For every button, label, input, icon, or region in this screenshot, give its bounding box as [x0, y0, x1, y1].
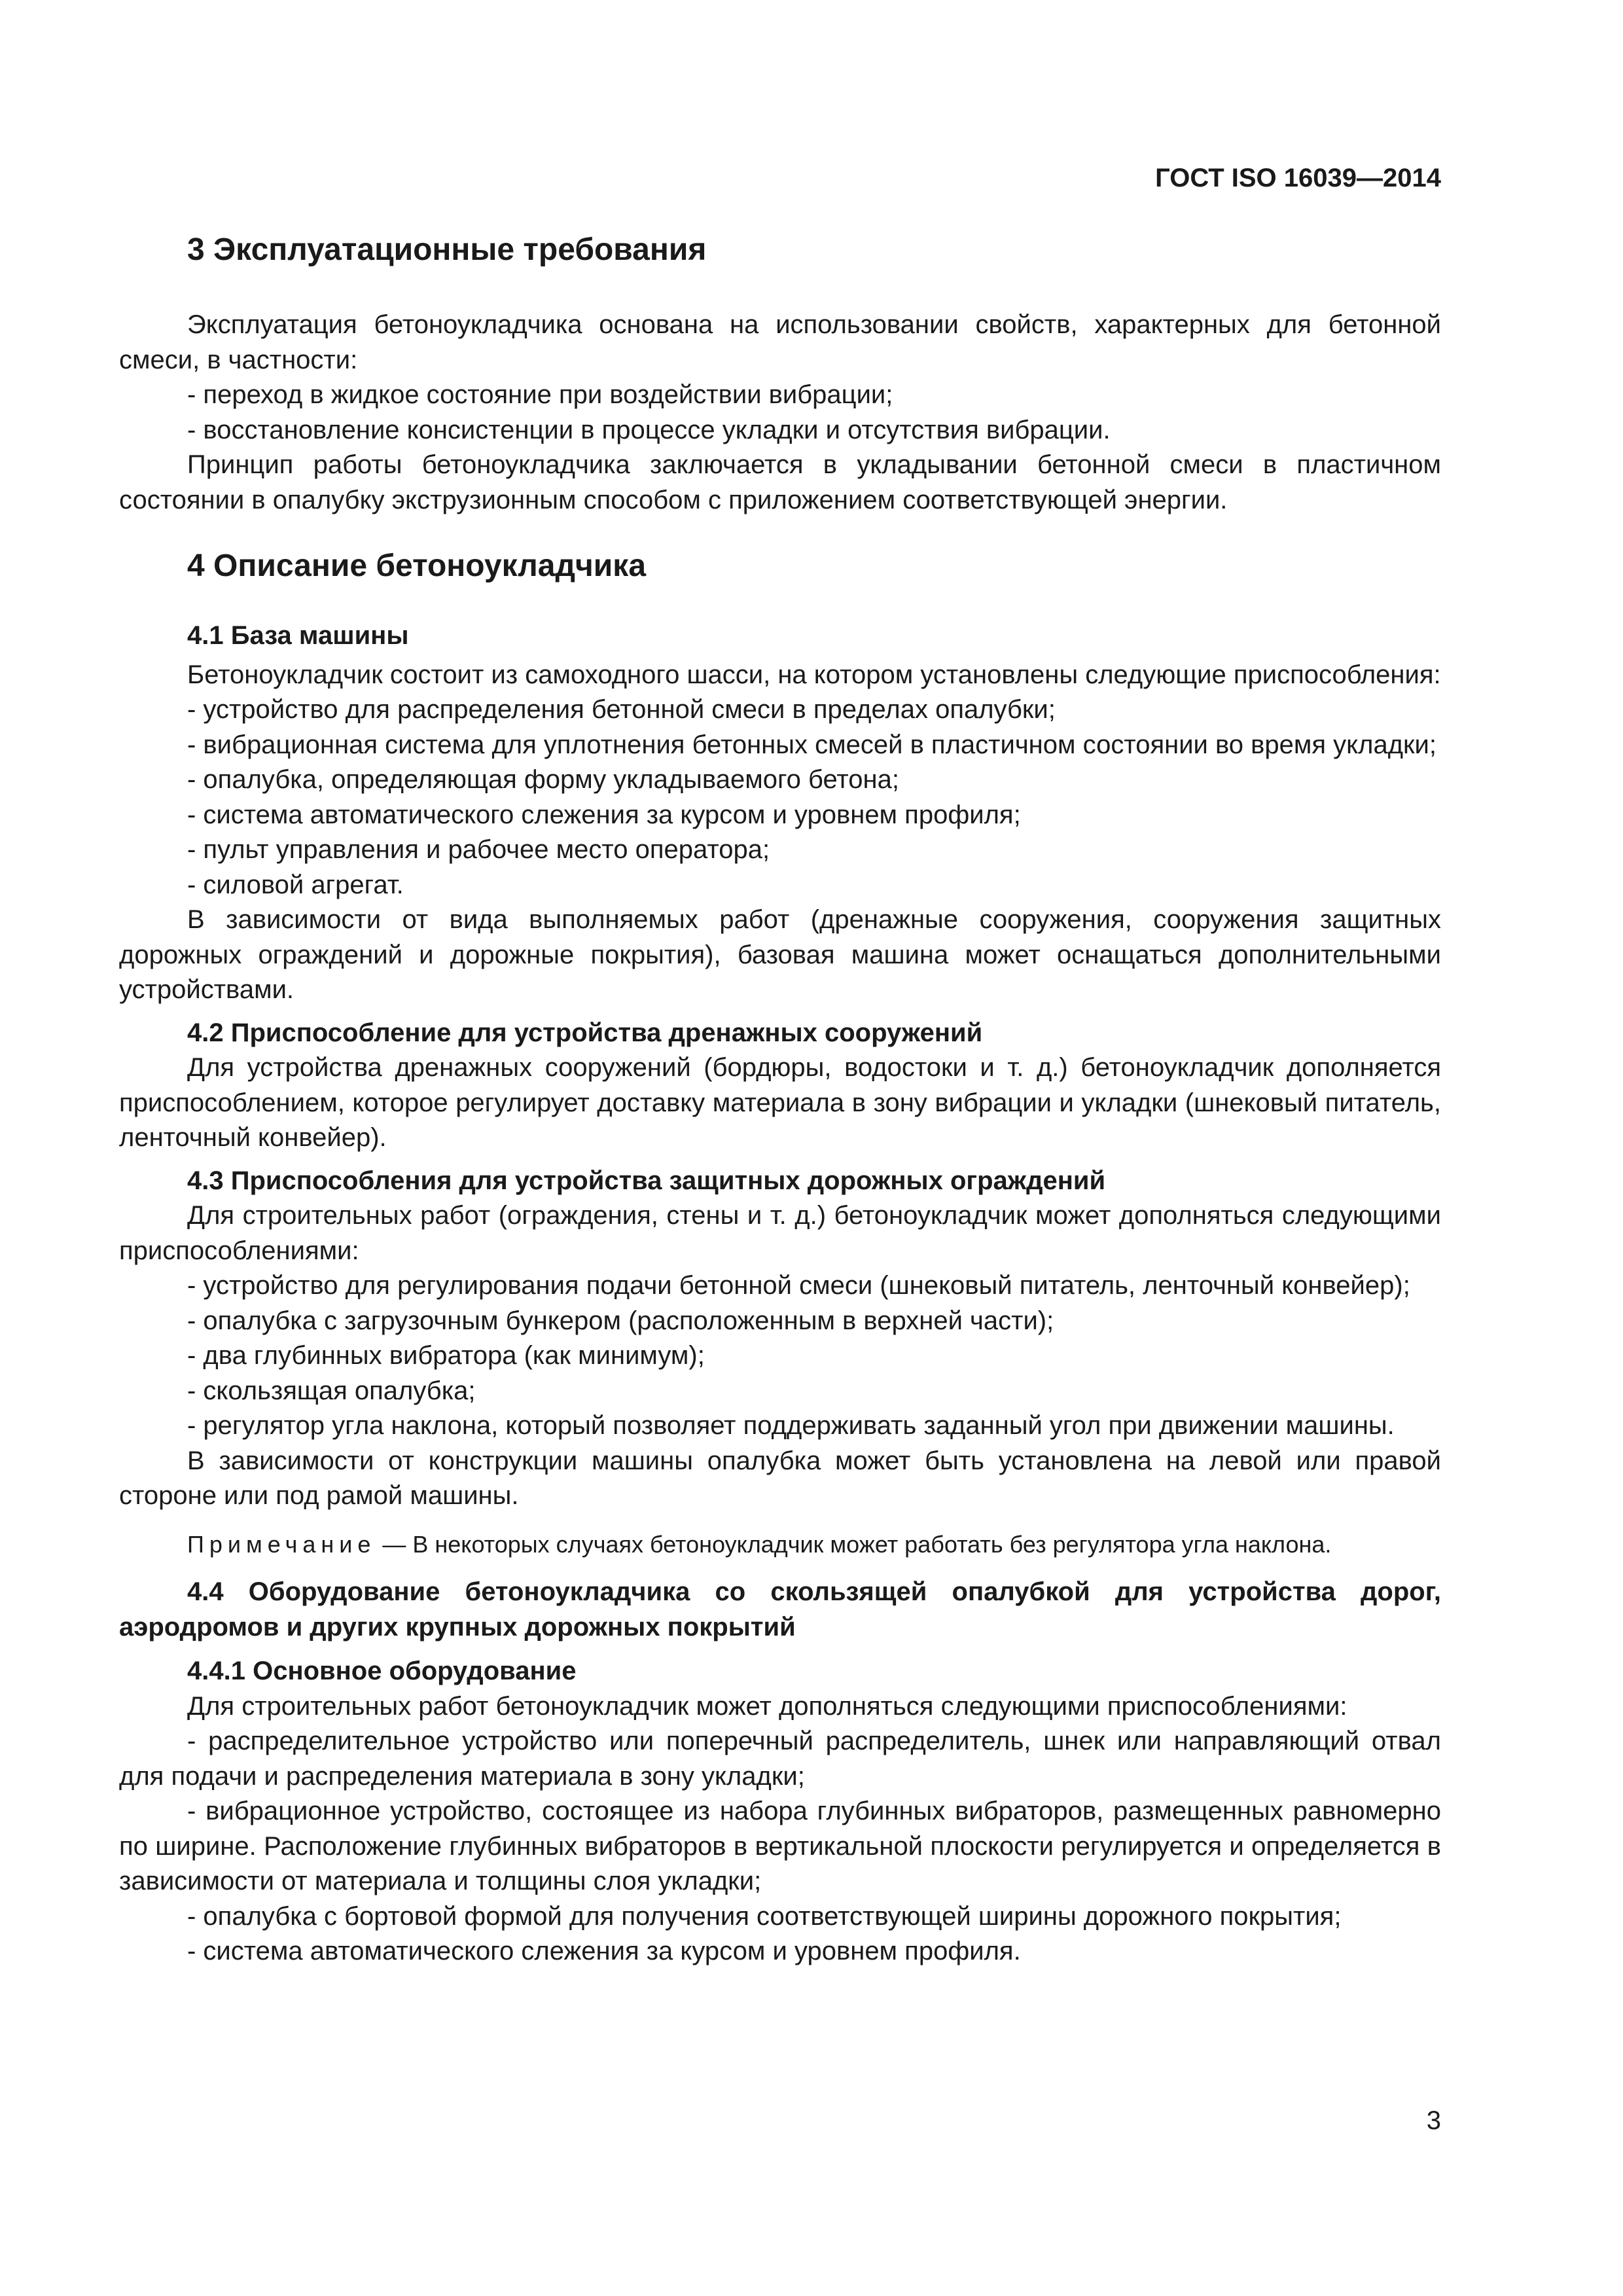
- subsection-4-1-item: - пульт управления и рабочее место оператора;: [187, 835, 770, 864]
- subsection-4-1-item: - система автоматического слежения за курсом и уровнем профиля;: [187, 800, 1021, 829]
- subsection-4-3-item: - два глубинных вибратора (как минимум);: [187, 1341, 705, 1370]
- document-code-header: ГОСТ ISO 16039—2014: [1155, 164, 1441, 192]
- note-label: Примечание: [187, 1530, 376, 1558]
- page-content: [119, 229, 1441, 1969]
- section-3-principle: Принцип работы бетоноукладчика заключается в укладывании бетонной смеси в пластичном состоянии в опалубку экструзионным способом с приложением соответствующей энергии.: [119, 450, 1441, 514]
- subsection-4-4-1-item: - система автоматического слежения за курсом и уровнем профиля.: [187, 1937, 1021, 1965]
- subsection-4-4-title: 4.4 Оборудование бетоноукладчика со скользящей опалубкой для устройства дорог, аэродромов и других крупных дорожных покрытий: [119, 1577, 1441, 1641]
- subsection-4-3-item: - скользящая опалубка;: [187, 1376, 476, 1405]
- subsection-4-4-1-item: - вибрационное устройство, состоящее из набора глубинных вибраторов, размещенных равномерно по ширине. Расположение глубинных вибраторов в вертикальной плоскости регулируется и определяется в зависимости от материала и толщины слоя укладки;: [119, 1797, 1441, 1895]
- subsection-4-1-item: - вибрационная система для уплотнения бетонных смесей в пластичном состоянии во время укладки;: [187, 730, 1437, 759]
- subsection-4-3-intro: Для строительных работ (ограждения, стены и т. д.) бетоноукладчик может дополняться следующими приспособлениями:: [119, 1201, 1441, 1265]
- section-3-title: 3 Эксплуатационные требования: [187, 232, 707, 267]
- subsection-4-1-item: - силовой агрегат.: [187, 870, 404, 899]
- subsection-4-3-item: - опалубка с загрузочным бункером (расположенным в верхней части);: [187, 1306, 1054, 1335]
- section-3-item: - восстановление консистенции в процессе укладки и отсутствия вибрации.: [187, 415, 1111, 444]
- subsection-4-4-1-title: 4.4.1 Основное оборудование: [187, 1657, 577, 1685]
- subsection-4-2-text: Для устройства дренажных сооружений (бордюры, водостоки и т. д.) бетоноукладчик дополняется приспособлением, которое регулирует доставку материала в зону вибрации и укладки (шнековый питатель, ленточный конвейер).: [119, 1053, 1441, 1152]
- subsection-4-3-title: 4.3 Приспособления для устройства защитных дорожных ограждений: [187, 1166, 1106, 1195]
- subsection-4-4-1-item: - опалубка с бортовой формой для получения соответствующей ширины дорожного покрытия;: [187, 1901, 1342, 1931]
- subsection-4-3-item: - регулятор угла наклона, который позволяет поддерживать заданный угол при движении машины.: [187, 1411, 1395, 1440]
- page-number: 3: [1426, 2106, 1441, 2135]
- subsection-4-1-item: - опалубка, определяющая форму укладываемого бетона;: [187, 765, 899, 794]
- subsection-4-1-item: - устройство для распределения бетонной смеси в пределах опалубки;: [187, 695, 1056, 724]
- subsection-4-1-outro: В зависимости от вида выполняемых работ (дренажные сооружения, сооружения защитных дорожных ограждений и дорожные покрытия), базовая машина может оснащаться дополнительными устройствами.: [119, 905, 1441, 1004]
- section-4-title: 4 Описание бетоноукладчика: [187, 548, 647, 583]
- subsection-4-4-1-intro: Для строительных работ бетоноукладчик может дополняться следующими приспособлениями:: [187, 1691, 1347, 1721]
- note: [119, 1527, 1441, 1562]
- section-3-item: - переход в жидкое состояние при воздействии вибрации;: [187, 380, 893, 409]
- subsection-4-3-item: - устройство для регулирования подачи бетонной смеси (шнековый питатель, ленточный конвейер);: [187, 1271, 1410, 1300]
- subsection-4-1-title: 4.1 База машины: [187, 621, 409, 650]
- note-text: — В некоторых случаях бетоноукладчик может работать без регулятора угла наклона.: [376, 1530, 1332, 1558]
- subsection-4-1-intro: Бетоноукладчик состоит из самоходного шасси, на котором установлены следующие приспособления:: [187, 660, 1441, 689]
- section-3-intro: Эксплуатация бетоноукладчика основана на использовании свойств, характерных для бетонной смеси, в частности:: [119, 310, 1441, 374]
- subsection-4-3-outro: В зависимости от конструкции машины опалубка может быть установлена на левой или правой стороне или под рамой машины.: [119, 1446, 1441, 1510]
- subsection-4-4-1-item: - распределительное устройство или поперечный распределитель, шнек или направляющий отвал для подачи и распределения материала в зону укладки;: [119, 1727, 1441, 1791]
- subsection-4-2-title: 4.2 Приспособление для устройства дренажных сооружений: [187, 1018, 983, 1047]
